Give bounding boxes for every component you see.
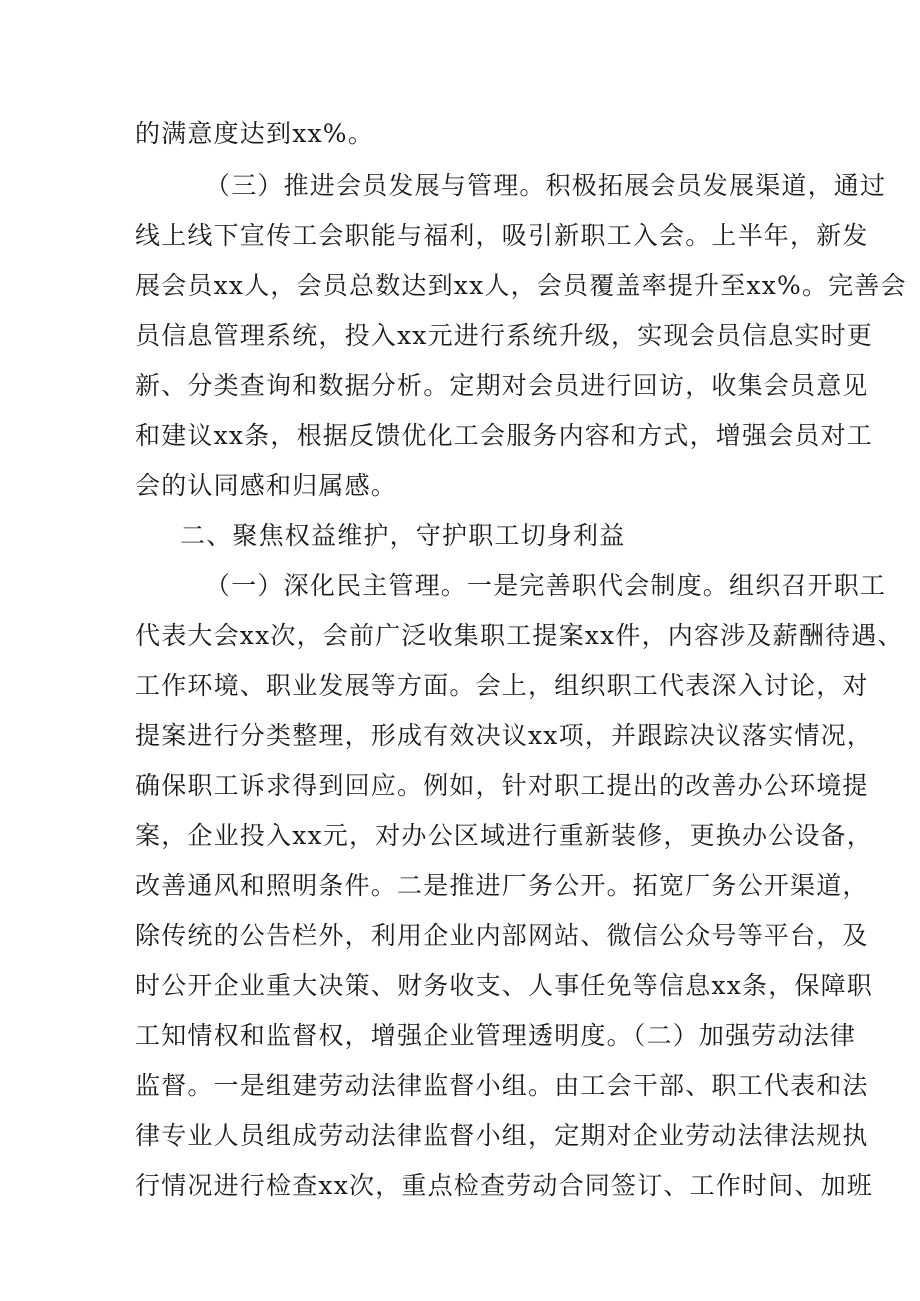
text-line: 提案进行分类整理，形成有效决议xx项，并跟踪决议落实情况， (135, 721, 874, 750)
text-line: 代表大会xx次，会前广泛收集职工提案xx件，内容涉及薪酬待遇、 (135, 621, 904, 650)
text-line: 案，企业投入xx元，对办公区域进行重新装修，更换办公设备， (135, 821, 874, 850)
section-heading: 二、聚焦权益维护，守护职工切身利益 (180, 521, 626, 550)
text-line: （三）推进会员发展与管理。积极拓展会员发展渠道，通过 (205, 171, 887, 200)
text-line: 确保职工诉求得到回应。例如，针对职工提出的改善办公环境提 (135, 771, 869, 800)
text-line: 律专业人员组成劳动法律监督小组，定期对企业劳动法律法规执 (135, 1121, 869, 1150)
text-line: 新、分类查询和数据分析。定期对会员进行回访，收集会员意见 (135, 371, 869, 400)
text-line: 行情况进行检查xx次，重点检查劳动合同签订、工作时间、加班 (135, 1171, 874, 1200)
text-line: 会的认同感和归属感。 (135, 471, 398, 500)
text-line: 改善通风和照明条件。二是推进厂务公开。拓宽厂务公开渠道， (135, 871, 869, 900)
text-line: 监督。一是组建劳动法律监督小组。由工会干部、职工代表和法 (135, 1071, 869, 1100)
text-line: （一）深化民主管理。一是完善职代会制度。组织召开职工 (205, 571, 887, 600)
text-line: 的满意度达到xx%。 (135, 119, 374, 148)
text-line: 展会员xx人，会员总数达到xx人，会员覆盖率提升至xx%。完善会 (135, 271, 907, 300)
text-line: 时公开企业重大决策、财务收支、人事任免等信息xx条，保障职 (135, 971, 874, 1000)
text-line: 除传统的公告栏外，利用企业内部网站、微信公众号等平台，及 (135, 921, 869, 950)
text-line: 线上线下宣传工会职能与福利，吸引新职工入会。上半年，新发 (135, 221, 869, 250)
text-line: 工知情权和监督权，增强企业管理透明度。（二）加强劳动法律 (135, 1021, 857, 1050)
text-line: 工作环境、职业发展等方面。会上，组织职工代表深入讨论，对 (135, 671, 869, 700)
text-line: 员信息管理系统，投入xx元进行系统升级，实现会员信息实时更 (135, 321, 874, 350)
text-line: 和建议xx条，根据反馈优化工会服务内容和方式，增强会员对工 (135, 421, 874, 450)
